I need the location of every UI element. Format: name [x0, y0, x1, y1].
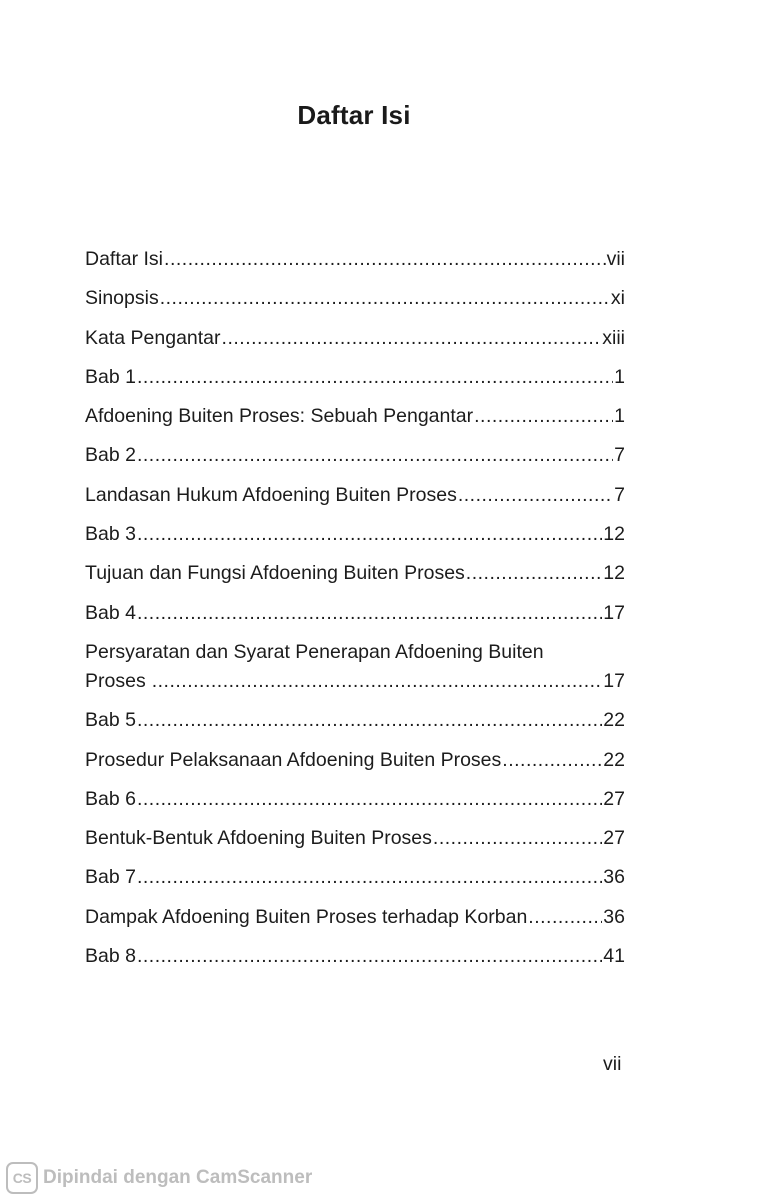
toc-entry-page: 41 — [603, 945, 625, 968]
toc-entry-page: 12 — [603, 562, 625, 585]
dot-leader — [502, 746, 602, 775]
watermark-text: Dipindai dengan CamScanner — [43, 1167, 313, 1188]
dot-leader — [458, 481, 613, 510]
toc-entry-page: xiii — [602, 326, 625, 349]
toc-entry-page: 27 — [603, 827, 625, 850]
dot-leader — [137, 599, 602, 628]
toc-entry — [85, 863, 625, 892]
toc-entry-page: 36 — [603, 905, 625, 928]
dot-leader — [137, 863, 602, 892]
table-of-contents — [85, 245, 625, 981]
toc-entry-label: Tujuan dan Fungsi Afdoening Buiten Proses — [85, 562, 465, 585]
dot-leader — [137, 520, 602, 549]
toc-entry-page: 17 — [603, 669, 625, 692]
toc-entry — [85, 481, 625, 510]
toc-entry — [85, 942, 625, 971]
toc-entry — [85, 638, 625, 696]
toc-entry-label: Bab 8 — [85, 945, 136, 968]
dot-leader — [137, 785, 602, 814]
toc-entry — [85, 785, 625, 814]
toc-entry — [85, 559, 625, 588]
dot-leader — [137, 441, 613, 470]
scanner-watermark — [6, 1162, 312, 1194]
toc-entry — [85, 441, 625, 470]
toc-entry-label: Bab 2 — [85, 444, 136, 467]
dot-leader — [160, 284, 610, 313]
toc-entry — [85, 599, 625, 628]
dot-leader — [164, 245, 606, 274]
toc-entry-label: Dampak Afdoening Buiten Proses terhadap Korban — [85, 905, 528, 928]
toc-entry-label: Prosedur Pelaksanaan Afdoening Buiten Proses — [85, 748, 502, 771]
toc-entry — [85, 706, 625, 735]
page-title: Daftar Isi — [297, 100, 411, 130]
toc-entry-label-continued: Proses — [85, 669, 146, 692]
toc-entry-label: Afdoening Buiten Proses: Sebuah Pengantar — [85, 405, 474, 428]
toc-entry — [85, 284, 625, 313]
toc-entry-page: 1 — [614, 365, 625, 388]
toc-entry-page: 22 — [603, 709, 625, 732]
toc-entry-page: 7 — [614, 444, 625, 467]
toc-entry — [85, 363, 625, 392]
dot-leader — [466, 559, 603, 588]
toc-entry — [85, 903, 625, 932]
camscanner-logo-icon: CS — [6, 1162, 38, 1194]
toc-entry-label: Bab 6 — [85, 787, 136, 810]
page-number: vii — [603, 1053, 622, 1075]
toc-entry-page: 1 — [614, 405, 625, 428]
toc-entry — [85, 746, 625, 775]
dot-leader — [222, 324, 602, 353]
toc-entry — [85, 824, 625, 853]
dot-leader — [528, 903, 602, 932]
toc-entry — [85, 520, 625, 549]
toc-entry-label: Kata Pengantar — [85, 326, 221, 349]
toc-entry — [85, 245, 625, 274]
toc-entry-label: Daftar Isi — [85, 248, 164, 270]
toc-entry — [85, 402, 625, 431]
toc-entry-page: 22 — [603, 748, 625, 771]
toc-entry-label: Sinopsis — [85, 287, 159, 310]
toc-entry-label: Bab 3 — [85, 523, 136, 546]
toc-entry-page: 36 — [603, 866, 625, 889]
dot-leader — [433, 824, 602, 853]
toc-entry-label: Landasan Hukum Afdoening Buiten Proses — [85, 483, 457, 506]
dot-leader — [137, 363, 613, 392]
toc-entry-page: 27 — [603, 787, 625, 810]
toc-entry-page: 12 — [603, 523, 625, 546]
toc-entry-label: Bab 5 — [85, 709, 136, 732]
toc-entry-label: Persyaratan dan Syarat Penerapan Afdoening Buiten — [85, 640, 544, 663]
toc-entry-label: Bab 1 — [85, 365, 136, 388]
toc-entry-page: 7 — [614, 483, 625, 506]
toc-entry-page: vii — [606, 248, 625, 270]
toc-entry-label: Bab 7 — [85, 866, 136, 889]
toc-entry-page: xi — [610, 287, 625, 310]
toc-entry-label: Bentuk-Bentuk Afdoening Buiten Proses — [85, 827, 432, 850]
dot-leader — [152, 667, 603, 696]
dot-leader — [137, 706, 602, 735]
toc-entry-page: 17 — [603, 601, 625, 624]
toc-entry — [85, 324, 625, 353]
dot-leader — [137, 942, 602, 971]
toc-entry-label: Bab 4 — [85, 601, 136, 624]
dot-leader — [474, 402, 613, 431]
